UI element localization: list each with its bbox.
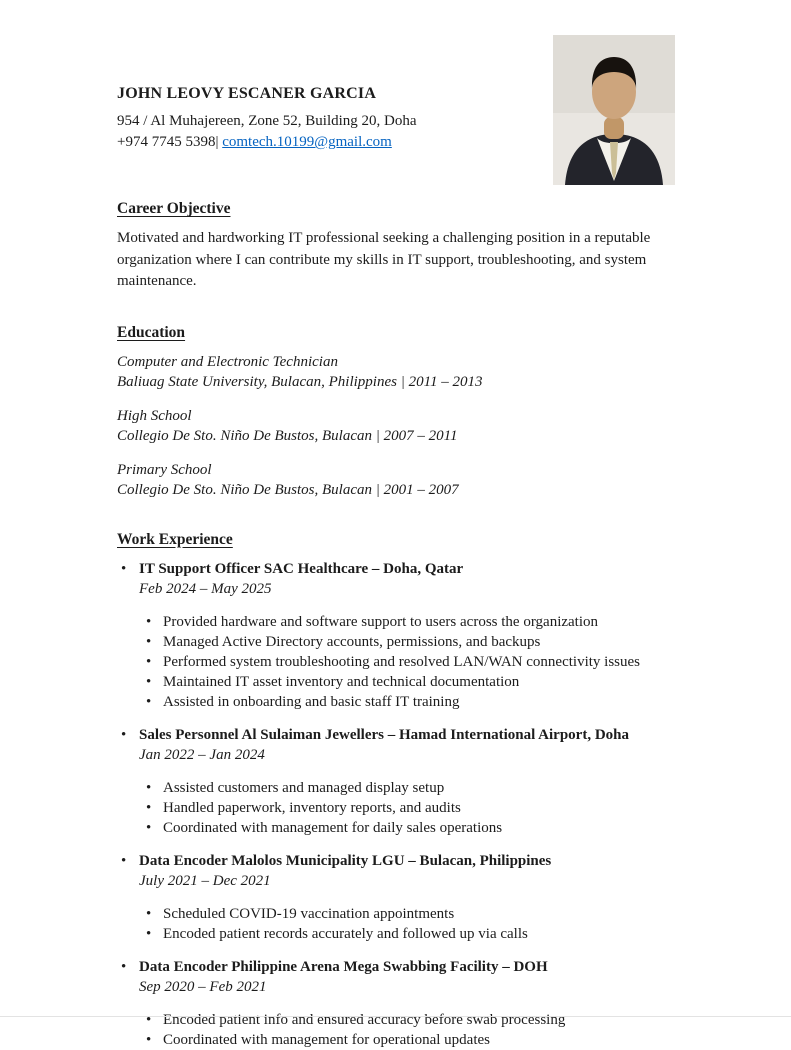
job-duty: • Scheduled COVID-19 vaccination appointments xyxy=(117,904,680,924)
portrait-photo xyxy=(553,35,675,185)
address: 954 / Al Muhajereen, Zone 52, Building 20, Doha xyxy=(117,113,417,129)
section-education xyxy=(117,323,680,500)
job-title: • Data Encoder Philippine Arena Mega Swabbing Facility – DOH xyxy=(117,957,680,977)
job-dates: Feb 2024 – May 2025 xyxy=(139,580,272,597)
portrait-photo-illustration xyxy=(553,35,675,185)
job-entry xyxy=(117,851,680,944)
job-duty: • Assisted in onboarding and basic staff IT training xyxy=(117,692,680,712)
education-school: Collegio De Sto. Niño De Bustos, Bulacan | 2007 – 2011 xyxy=(117,427,458,444)
phone: +974 7745 5398| xyxy=(117,134,223,150)
work-experience-heading: Work Experience xyxy=(117,530,233,548)
job-duty: • Encoded patient info and ensured accuracy before swab processing xyxy=(117,1010,680,1030)
career-objective-heading: Career Objective xyxy=(117,200,231,217)
job-duty: • Handled paperwork, inventory reports, and audits xyxy=(117,798,680,818)
section-career-objective xyxy=(117,199,680,293)
job-duty: • Coordinated with management for daily sales operations xyxy=(117,818,680,838)
education-degree: Computer and Electronic Technician xyxy=(117,353,338,370)
job-duties xyxy=(117,904,680,944)
job-duty: • Maintained IT asset inventory and technical documentation xyxy=(117,672,680,692)
job-dates: July 2021 – Dec 2021 xyxy=(139,872,271,889)
job-duty: • Performed system troubleshooting and resolved LAN/WAN connectivity issues xyxy=(117,652,680,672)
education-degree: High School xyxy=(117,407,192,424)
job-dates: Jan 2022 – Jan 2024 xyxy=(139,746,265,763)
job-duty: • Provided hardware and software support to users across the organization xyxy=(117,612,680,632)
job-dates: Sep 2020 – Feb 2021 xyxy=(139,978,267,995)
job-duties xyxy=(117,1010,680,1050)
career-objective-text: Motivated and hardworking IT professional seeking a challenging position in a reputable organization where I can contribute my skills in IT support, troubleshooting, and system maintenance. xyxy=(117,230,651,289)
education-entry xyxy=(117,406,680,446)
education-degree: Primary School xyxy=(117,461,212,478)
education-entry xyxy=(117,352,680,392)
job-duty: • Managed Active Directory accounts, permissions, and backups xyxy=(117,632,680,652)
name: JOHN LEOVY ESCANER GARCIA xyxy=(117,85,377,102)
job-duty: • Encoded patient records accurately and followed up via calls xyxy=(117,924,680,944)
email-link[interactable]: comtech.10199@gmail.com xyxy=(222,134,392,150)
job-title: • Data Encoder Malolos Municipality LGU – Bulacan, Philippines xyxy=(117,851,680,871)
job-entry xyxy=(117,957,680,1050)
job-duty: • Coordinated with management for operational updates xyxy=(117,1030,680,1050)
job-duty: • Assisted customers and managed display setup xyxy=(117,778,680,798)
education-entry xyxy=(117,460,680,500)
section-work-experience xyxy=(117,530,680,1050)
job-entry xyxy=(117,559,680,712)
job-title: • Sales Personnel Al Sulaiman Jewellers – Hamad International Airport, Doha xyxy=(117,725,680,745)
education-heading: Education xyxy=(117,323,186,341)
education-school: Baliuag State University, Bulacan, Philippines | 2011 – 2013 xyxy=(117,373,483,390)
job-entry xyxy=(117,725,680,838)
job-duties xyxy=(117,612,680,712)
job-duties xyxy=(117,778,680,838)
job-title: • IT Support Officer SAC Healthcare – Doha, Qatar xyxy=(117,559,680,579)
education-school: Collegio De Sto. Niño De Bustos, Bulacan | 2001 – 2007 xyxy=(117,481,459,498)
